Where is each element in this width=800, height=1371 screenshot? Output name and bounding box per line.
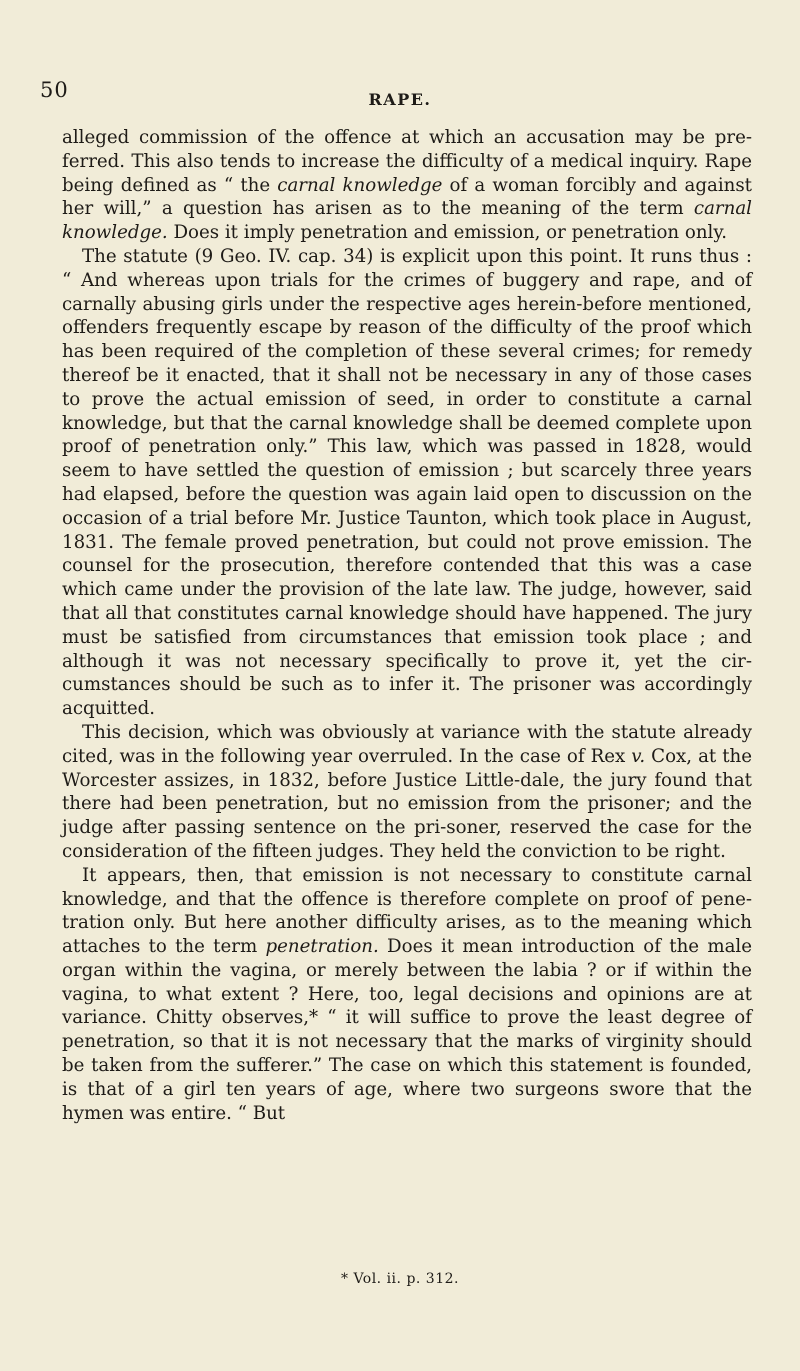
italic-run: carnal knowledge. xyxy=(62,198,752,244)
text-run: Cox, at the Worcester assizes, in 1832, before Justice Little-dale, the jury found that there had been penetration, but no emission from the prisoner; and the judge after passing sentence on the pri-soner, reserved the case for the consideration of the fifteen judges. They held the conviction to be right. xyxy=(62,745,752,862)
italic-run: penetration. xyxy=(265,936,379,958)
italic-run: v. xyxy=(631,745,646,767)
body-text xyxy=(62,126,752,1125)
paragraph xyxy=(62,126,752,245)
running-head: RAPE. xyxy=(368,90,432,109)
footnote: * Vol. ii. p. 312. xyxy=(341,1271,459,1287)
page-number: 50 xyxy=(40,78,69,102)
paragraph xyxy=(62,721,752,864)
paragraph xyxy=(62,864,752,1126)
italic-run: carnal knowledge xyxy=(277,174,443,196)
text-run: The statute (9 Geo. IV. cap. 34) is explicit upon this point. It runs thus : “ And whereas upon trials for the crimes of buggery and rape, and of carnally abusing girls under the respective ages herein-before mentioned, offenders frequently escape by reason of the difficulty of the proof which has been required of the completion of these several crimes; for remedy thereof be it enacted, that it shall not be necessary in any of those cases to prove the actual emission of seed, in order to constitute a carnal knowledge, but that the carnal knowledge shall be deemed complete upon proof of penetration only.” This law, which was passed in 1828, would seem to have settled the question of emission ; but scarcely three years had elapsed, before the question was again laid open to discussion on the occasion of a trial before Mr. Justice Taunton, which took place in August, 1831. The female proved penetration, but could not prove emission. The counsel for the prosecution, therefore contended that this was a case which came under the provision of the late law. The judge, however, said that all that constitutes carnal knowledge should have happened. The jury must be satisfied from circumstances that emission took place ; and although it was not necessary specifically to prove it, yet the cir-cumstances should be such as to infer it. The prisoner was accordingly acquitted. xyxy=(62,245,752,720)
text-run: It appears, then, that emission is not necessary to constitute carnal knowledge, and that the offence is therefore complete on proof of pene-tration only. But here another difficulty arises, as to the meaning which attaches to the term xyxy=(62,864,752,958)
text-run: Does it imply penetration and emission, or penetration only. xyxy=(167,222,728,244)
text-run: Does it mean introduction of the male organ within the vagina, or merely between the labia ? or if within the vagina, to what extent ? Here, too, legal decisions and opinions are at variance. Chitty observes,* “ it will suffice to prove the least degree of penetration, so that it is not necessary that the marks of virginity should be taken from the sufferer.” The case on which this statement is founded, is that of a girl ten years of age, where two surgeons swore that the hymen was entire. “ But xyxy=(62,936,752,1124)
text-run: of a woman forcibly and against her will,” a question has arisen as to the meaning of the term xyxy=(62,174,752,220)
text-run: This decision, which was obviously at variance with the statute already cited, was in the following year overruled. In the case of Rex xyxy=(62,721,752,767)
paragraph xyxy=(62,245,752,721)
text-run: alleged commission of the offence at which an accusation may be pre-ferred. This also tends to increase the difficulty of a medical inquiry. Rape being defined as “ the xyxy=(62,127,752,196)
